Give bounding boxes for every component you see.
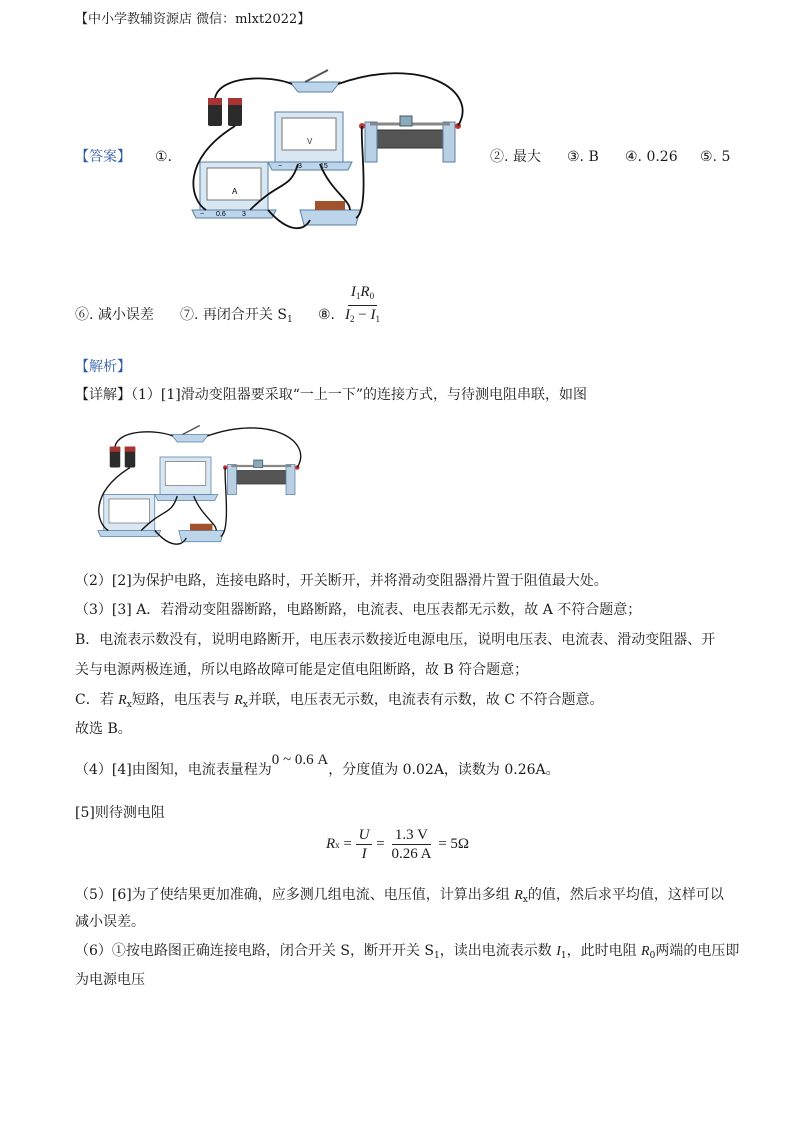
analysis-p10: （6）①按电路图正确连接电路，闭合开关 S，断开开关 $S_1$，读出电流表示数 $I_1$，此时电阻 $R_0$两端的电压即 — [75, 943, 740, 961]
voltmeter-symbol: V — [307, 137, 313, 146]
analysis-p10b: 为电源电压 — [75, 972, 145, 988]
analysis-p9: （5）[6]为了使结果更加准确，应多测几组电流、电压值，计算出多组 $R_x$的值，然后求平均值，这样可以 — [75, 887, 724, 905]
answer-item-2: ②. 最大 — [490, 149, 541, 165]
analysis-p9b: 减小误差。 — [75, 914, 145, 930]
analysis-p2: （2）[2]为保护电路，连接电路时，开关断开，并将滑动变阻器滑片置于阻值最大处。 — [75, 573, 608, 589]
analysis-p3: （3）[3] A．若滑动变阻器断路，电路断路，电流表、电压表都无示数，故 A 不符合题意； — [75, 602, 642, 618]
answer-item-7: ⑦. 再闭合开关 $S_1$ — [180, 307, 293, 325]
analysis-label: 【解析】 — [75, 359, 131, 375]
analysis-p8: [5]则待测电阻 — [75, 805, 165, 821]
answer-item-1: ①. — [155, 149, 173, 165]
ammeter-symbol: A — [232, 187, 238, 196]
ammeter-terminal-3: 3 — [242, 211, 246, 218]
voltmeter-terminal-2: 3 — [298, 163, 302, 170]
answer-item-5: ⑤. 5 — [700, 149, 731, 165]
circuit-diagram-answer — [180, 60, 470, 240]
resistance-equation: R x = $\frac{U}{I}$ = $\frac{1.3 V}{0.26 A}$ = 5Ω — [326, 827, 470, 862]
analysis-p7: （4）[4]由图知，电流表量程为0 ~ 0.6 A，分度值为 0.02A，读数为 0.26A。 — [75, 752, 560, 778]
answer-label: 【答案】 — [75, 149, 131, 165]
battery-icon — [208, 98, 242, 126]
analysis-p4b: 关与电源两极连通，所以电路故障可能是定值电阻断路，故 B 符合题意； — [75, 662, 529, 678]
voltmeter-terminal-1: − — [278, 163, 283, 170]
ammeter-terminal-2: 0.6 — [216, 211, 226, 218]
voltmeter-icon — [268, 112, 352, 170]
analysis-p5: C．若 $R_x$短路，电压表与 $R_x$并联，电压表无示数，电流表有示数，故 C 不符合题意。 — [75, 692, 604, 710]
analysis-p6: 故选 B。 — [75, 721, 132, 737]
answer-item-4: ④. 0.26 — [625, 149, 678, 165]
analysis-p1: 【详解】（1）[1]滑动变阻器要采取“一上一下”的连接方式，与待测电阻串联，如图 — [75, 387, 588, 403]
rheostat-icon — [359, 116, 461, 162]
circuit-diagram-analysis — [75, 418, 320, 553]
page-header: 【中小学教辅资源店 微信：mlxt2022】 — [75, 12, 311, 27]
voltmeter-terminal-3: 15 — [320, 163, 328, 170]
answer-formula: $\frac{I_1R_0}{I_2 - I_1}$ — [345, 284, 380, 324]
answer-item-3: ③. B — [567, 149, 599, 165]
answer-item-8: ⑧. — [318, 307, 336, 323]
analysis-p4a: B．电流表示数没有，说明电路断开，电压表示数接近电源电压，说明电压表、电流表、滑动变阻器、开 — [75, 632, 716, 648]
switch-icon — [290, 70, 340, 92]
ammeter-terminal-1: − — [200, 211, 205, 218]
answer-item-6: ⑥. 减小误差 — [75, 307, 154, 323]
